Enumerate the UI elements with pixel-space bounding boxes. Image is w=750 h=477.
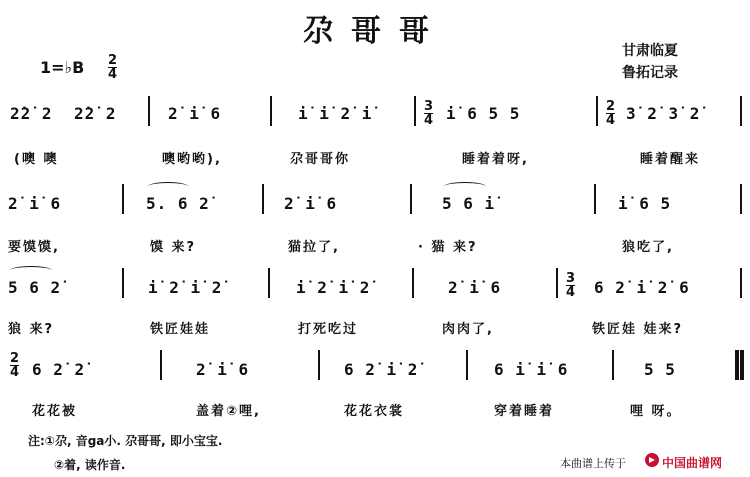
system-1-measure-4: i̇ i̇ 2̇ i̇ <box>298 104 373 123</box>
system-4-lyric-3: 花花衣裳 <box>344 404 405 419</box>
bar-line <box>412 268 414 298</box>
system-2-measure-3: 2̇ i̇ 6 <box>284 194 338 213</box>
system-4-measure-1: 6 2̇ 2̇ <box>32 360 86 379</box>
credit-region: 甘肃临夏 <box>622 43 678 59</box>
key-signature: 1=♭B <box>40 58 85 77</box>
bar-line <box>466 350 468 380</box>
bar-line <box>740 268 742 298</box>
system-3-lyric-4: 肉肉了, <box>442 322 494 337</box>
system-4-measure-2: 2̇ i̇ 6 <box>196 360 250 379</box>
credit-recorder: 鲁拓记录 <box>622 65 678 81</box>
time-signature-change: 2 4 <box>606 99 616 128</box>
system-4-measure-5: 5 5 <box>644 360 676 379</box>
brand-name[interactable]: 中国曲谱网 <box>662 456 723 470</box>
system-3-measure-4: 2̇ i̇ 6 <box>448 278 502 297</box>
system-4-lyric-5: 哩 呀。 <box>630 404 682 419</box>
system-3-lyric-1: 狼 来? <box>8 322 55 337</box>
system-1-measure-2: 2̇2̇ 2 <box>74 104 117 123</box>
bar-line <box>268 268 270 298</box>
system-1-lyric-2: 噢哟哟), <box>162 152 222 167</box>
bar-line <box>414 96 416 126</box>
system-3-measure-2: i̇ 2̇ i̇ 2̇ <box>148 278 223 297</box>
bar-line <box>556 268 558 298</box>
footnote-2: ②着, 读作音. <box>54 458 126 472</box>
system-4-measure-3: 6 2̇ i̇ 2̇ <box>344 360 419 379</box>
system-4-lyric-4: 穿着睡着 <box>494 404 555 419</box>
system-1-lyric-4: 睡着着呀, <box>462 152 529 167</box>
bar-line <box>160 350 162 380</box>
system-1-measure-6: 3̇ 2̇ 3̇ 2̇ <box>626 104 701 123</box>
system-3-measure-5: 6 2̇ i̇ 2̇ 6 <box>594 278 690 297</box>
system-3-measure-1: 5 6 2̇ <box>8 278 62 297</box>
system-1-lyric-3: 尕哥哥你 <box>290 152 351 167</box>
final-bar-line <box>740 350 744 380</box>
slur <box>148 182 188 191</box>
system-2-measure-5: i̇ 6 5 <box>618 194 672 213</box>
system-2-lyric-3: 猫拉了, <box>288 240 340 255</box>
brand-logo-icon <box>644 452 660 468</box>
system-2-measure-4: 5 6 i̇ <box>442 194 496 213</box>
system-2-lyric-4: · 猫 来? <box>418 240 478 255</box>
system-1-measure-1: 2̇2̇ 2 <box>10 104 53 123</box>
brand-logo <box>644 452 660 472</box>
system-2-lyric-5: 狼吃了, <box>622 240 674 255</box>
system-2-lyric-2: 馍 来? <box>150 240 197 255</box>
system-4-measure-4: 6 i̇ i̇ 6 <box>494 360 569 379</box>
system-3-measure-3: i̇ 2̇ i̇ 2̇ <box>296 278 371 297</box>
system-2-measure-2: 5. 6 2̇ <box>146 194 210 213</box>
system-1-measure-3: 2̇ i̇ 6 <box>168 104 222 123</box>
time-signature-change: 2 4 <box>10 351 20 380</box>
bar-line <box>148 96 150 126</box>
time-signature-change: 3 4 <box>566 271 576 300</box>
system-2-measure-1: 2̇ i̇ 6 <box>8 194 62 213</box>
bar-line <box>262 184 264 214</box>
bar-line <box>740 96 742 126</box>
bar-line <box>594 184 596 214</box>
upload-note: 本曲谱上传于 <box>560 457 626 470</box>
bar-line <box>270 96 272 126</box>
system-3-lyric-3: 打死吃过 <box>298 322 359 337</box>
slur <box>10 266 52 275</box>
bar-line <box>122 184 124 214</box>
footnote-1: 注:①尕, 音ga小. 尕哥哥, 即小宝宝. <box>28 434 223 448</box>
system-1-measure-5: i̇ 6 5 5 <box>446 104 521 123</box>
system-1-lyric-5: 睡着醒来 <box>640 152 701 167</box>
bar-line <box>318 350 320 380</box>
song-title: 尕哥哥 <box>303 14 447 49</box>
system-2-lyric-1: 要馍馍, <box>8 240 60 255</box>
system-3-lyric-2: 铁匠娃娃 <box>150 322 211 337</box>
time-signature-change: 3 4 <box>424 99 434 128</box>
bar-line <box>612 350 614 380</box>
bar-line <box>596 96 598 126</box>
system-4-lyric-1: 花花被 <box>32 404 78 419</box>
system-1-lyric-1: (噢 噢 <box>14 152 59 167</box>
system-4-lyric-2: 盖着②哩, <box>196 404 261 419</box>
system-3-lyric-5: 铁匠娃 娃来? <box>592 322 684 337</box>
slur <box>444 182 486 191</box>
bar-line <box>740 184 742 214</box>
bar-line <box>122 268 124 298</box>
bar-line <box>410 184 412 214</box>
time-signature-start: 2 4 <box>108 53 118 82</box>
